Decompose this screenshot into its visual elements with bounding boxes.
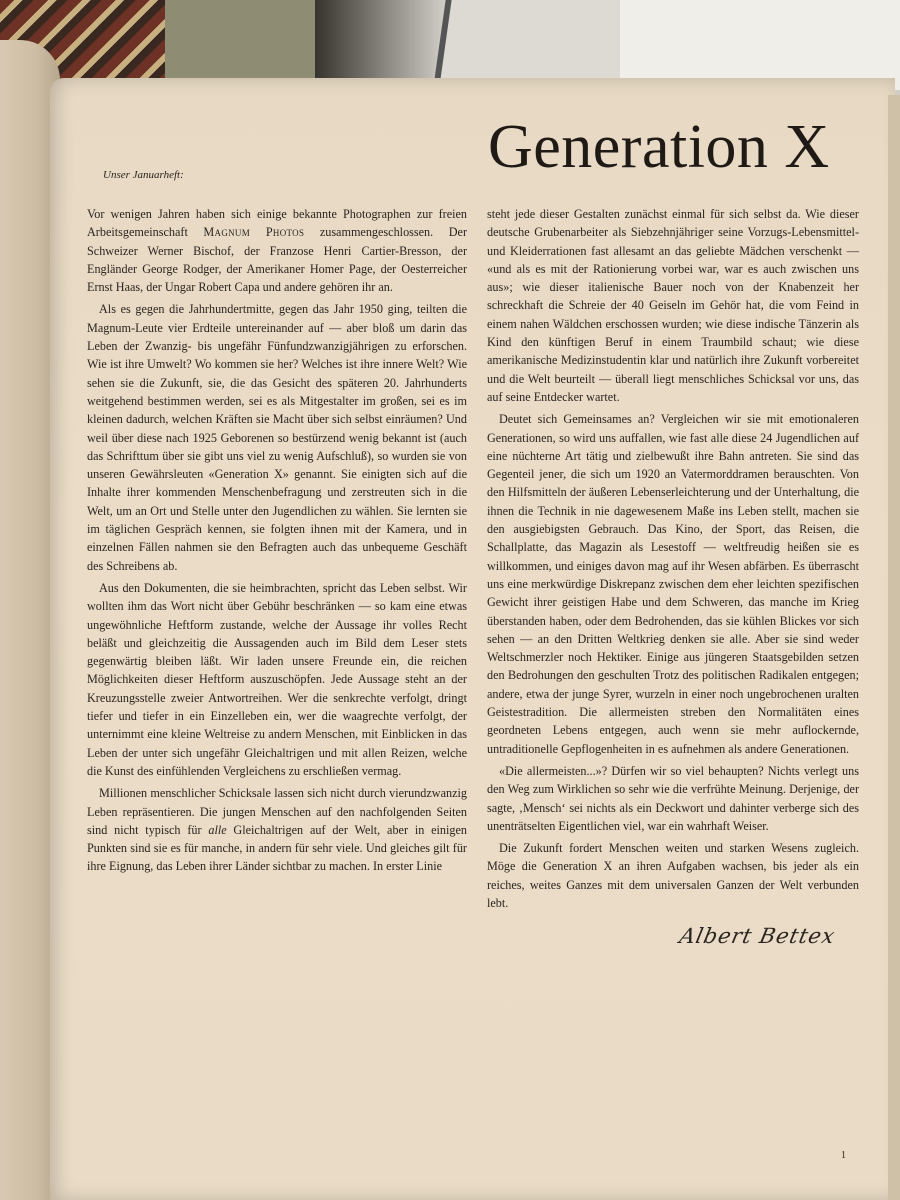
emphasis: alle xyxy=(208,822,227,837)
paragraph: «Die allermeisten...»? Dürfen wir so viel behaupten? Nichts verlegt uns den Weg zum Wirklichen so sehr wie die verfrühte Meinung. Derjenige, der sagte, ‚Mensch‘ sei nichts als ein Deckwort und dahinter verberge sich des unenträtselten Eigentlichen viel, war ein wahrhaft Weiser. xyxy=(487,763,859,833)
right-text-column xyxy=(487,205,859,916)
background-book xyxy=(434,0,631,80)
paragraph: Deutet sich Gemeinsames an? Vergleichen wir sie mit emotionaleren Generationen, so wird uns auffallen, wie fast alle diese 24 Jugendlichen auf eine nüchterne Art tätig und zielbewußt ihre Bahn antreten. Sie sind das Gegenteil jener, die sich um 1920 an Vatermorddramen berauschten. Von den Hilfsmitteln der äußeren Lebenserleichterung und der Unterhaltung, die ihnen die Technik in nie dagewesenem Maße ins Leben stellt, machen sie den ausgiebigsten Gebrauch. Das Kino, der Sport, das Reisen, die Schallplatte, das Magazin als Lesestoff — weltfreudig heißen sie es willkommen, und einiges davon mag auf ihr Wesen abfärben. Es überrascht uns eine merkwürdige Diskrepanz zwischen dem eher leichten spezifischen Gewicht ihrer geistigen Habe und dem Schweren, das manche im Krieg überstanden haben, oder dem Bedrohenden, das sie kühlen Blickes vor sich sehen — an den Dritten Weltkrieg denken sie alle. Aber sie sind weder Weltschmerzler noch Hektiker. Einige aus jüngeren Staatsgebilden setzen den Bedrohungen den geschulten Trotz des politischen Radikalen entgegen; andere, etwa der junge Syrer, wurzeln in einer noch ungebrochenen uralten Geistestradition. Die allermeisten streben den Normalitäten eines geordneten Lebens entgegen, auch wenn sie mehr auflockernde, untraditionelle Gepflogenheiten in es aufnehmen als andere Generationen. xyxy=(487,412,859,756)
background-book xyxy=(620,0,900,90)
brand-name: Magnum Photos xyxy=(203,225,305,240)
paragraph: Aus den Dokumenten, die sie heimbrachten, spricht das Leben selbst. Wir wollten ihm das Wort nicht über Gebühr beschränken — so kam eine etwas ungewöhnliche Heftform zustande, welche der Aussage ihr volles Recht beläßt und gleichzeitig die Aussagenden auch im Bild dem Leser stets gegenwärtig bleiben läßt. Wir laden unsere Freunde ein, die reichen Möglichkeiten dieser Heftform auszuschöpfen. Jede Aussage steht an der Kreuzungsstelle zweier Antwortreihen. Wer die senkrechte verfolgt, dringt tiefer und tiefer in ein Einzelleben ein, wer die waagrechte verfolgt, der unternimmt eine kleine Weltreise zu andern Menschen, mit Einblicken in das Leben der unter sich ungefähr Gleichaltrigen und mit allen Reizen, welche die Kunst des einfühlenden Vergleichens zu erschließen vermag. xyxy=(87,580,467,778)
left-text-column xyxy=(87,205,467,880)
page-title: Generation X xyxy=(488,113,830,181)
paragraph: Vor wenigen Jahren haben sich einige bekannte Photographen zur freien Arbeitsgemeinschaft Magnum Photos zusammengeschlossen. Der Schweizer Werner Bischof, der Franzose Henri Cartier-Bresson, der Engländer George Rodger, der Amerikaner Homer Page, der Oesterreicher Ernst Haas, der Ungar Robert Capa und andere gehören ihr an. xyxy=(87,207,467,295)
paragraph: Millionen menschlicher Schicksale lassen sich nicht durch vierundzwanzig Leben repräsentieren. Die jungen Menschen auf den nachfolgenden Seiten sind nicht typisch für alle Gleichaltrigen auf der Welt, aber in einigen Punkten sind sie es für manche, in andern für sehr viele. Und gleiches gilt für ihre Eignung, das Leben ihrer Länder sichtbar zu machen. In erster Linie xyxy=(87,786,467,874)
paragraph: Als es gegen die Jahrhundertmitte, gegen das Jahr 1950 ging, teilten die Magnum-Leute vier Erdteile untereinander auf — aber bloß um darin das Leben der Zwanzig- bis ungefähr Fünfundzwanzigjährigen zu erforschen. Wie ist ihre Umwelt? Wo kommen sie her? Welches ist ihre innere Welt? Wie sehen sie die Zukunft, sie, die das Gesicht des späteren 20. Jahrhunderts weitgehend bestimmen werden, sei es als Mitgestalter im großen, sei es im kleinen dadurch, welchen Kräften sie Macht über sich selbst einräumen? Und weil über diese nach 1925 Geborenen so bestürzend wenig bekannt ist (auch das Schrifttum über sie gibt uns viel zu wenig Aufschluß), so wurden sie von unseren Gewährsleuten «Generation X» genannt. Sie einigten sich auf die Inhalte ihrer kommenden Menschenbefragung und zerstreuten sich in die Welt, um an Ort und Stelle unter den Jugendlichen zu wählen. Sie lernten sie im täglichen Gespräch kennen, sie folgten ihnen mit der Kamera, und in einzelnen Fällen nahmen sie den Befragten auch das unbequeme Geschäft des Schreibens ab. xyxy=(87,302,467,573)
paragraph: steht jede dieser Gestalten zunächst einmal für sich selbst da. Wie dieser deutsche Grubenarbeiter als Siebzehnjähriger seine Vorzugs-Lebensmittel- und Kleiderrationen fast allesamt an das geliebte Mädchen verschenkt — «und als es mit der Rationierung vorbei war, war es auch zwischen uns aus»; wie dieser italienische Bauer noch von der Knabenzeit her schreckhaft die Schreie der 40 Geiseln im Gehör hat, die vom Feind in einem nahen Wäldchen erschossen wurden; wie diese indische Tänzerin als Kind den künftigen Beruf in einem Traumbild schaut; wie diese amerikanische Medizinstudentin klar und natürlich ihre Zukunft vorbereitet und die Welt beurteilt — überall liegt menschliches Schicksal vor uns, das auf seine Entdecker wartet. xyxy=(487,207,859,404)
issue-kicker: Unser Januarheft: xyxy=(103,169,184,181)
right-page-edge xyxy=(888,95,900,1200)
paragraph: Die Zukunft fordert Menschen weiten und starken Wesens zugleich. Möge die Generation X an ihren Aufgaben wachsen, bis jeder als ein reiches, weites Ganzes mit dem universalen Ganzen der Welt verbunden lebt. xyxy=(487,841,859,910)
author-signature: Albert Bettex xyxy=(677,924,838,948)
page-number: 1 xyxy=(841,1150,846,1161)
